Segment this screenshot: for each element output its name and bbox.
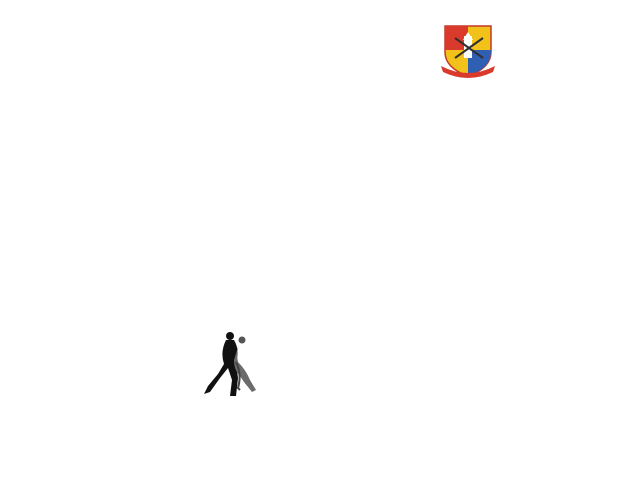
- association-crest-logo: [437, 22, 499, 80]
- hearts-border-top: [144, 3, 504, 15]
- hearts-border-left: [143, 18, 153, 473]
- tango-dancers-illustration: [200, 330, 260, 400]
